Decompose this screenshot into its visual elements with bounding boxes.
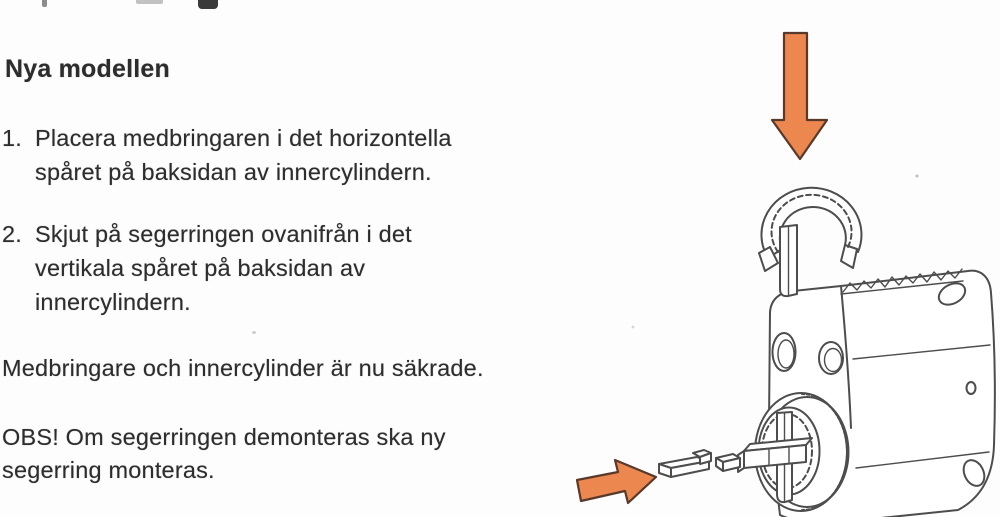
- scan-speck: [252, 331, 256, 334]
- scan-speck: [915, 174, 918, 177]
- line-art: [632, 174, 995, 517]
- illustration-svg: [555, 0, 1000, 517]
- cutoff-text-remnant: [136, 0, 163, 4]
- instruction-step-2: [2, 217, 412, 319]
- confirmation-text: Medbringare och innercylinder är nu säkrade.: [2, 355, 484, 381]
- step-text: Skjut på segerringen ovanifrån i det vertikala spåret på baksidan av innercylindern.: [35, 221, 412, 315]
- medbringare-part-icon: [659, 450, 740, 477]
- cutoff-text-remnant: [198, 0, 218, 9]
- step-number: 1.: [2, 125, 22, 151]
- lock-cylinder-illustration: [555, 0, 1000, 517]
- cutoff-text-remnant: [42, 0, 47, 7]
- step-number: 2.: [2, 221, 22, 247]
- segerring-circlip-icon: [759, 188, 861, 296]
- step-text: Placera medbringaren i det horizontella spåret på baksidan av innercylindern.: [35, 125, 452, 185]
- warning-text: OBS! Om segerringen demonteras ska ny segerring monteras.: [2, 424, 446, 483]
- arrow-right-icon: [577, 460, 656, 503]
- section-heading: Nya modellen: [5, 55, 170, 83]
- scan-speck: [632, 326, 635, 329]
- instruction-step-1: [2, 121, 452, 189]
- arrow-down-icon: [772, 33, 827, 159]
